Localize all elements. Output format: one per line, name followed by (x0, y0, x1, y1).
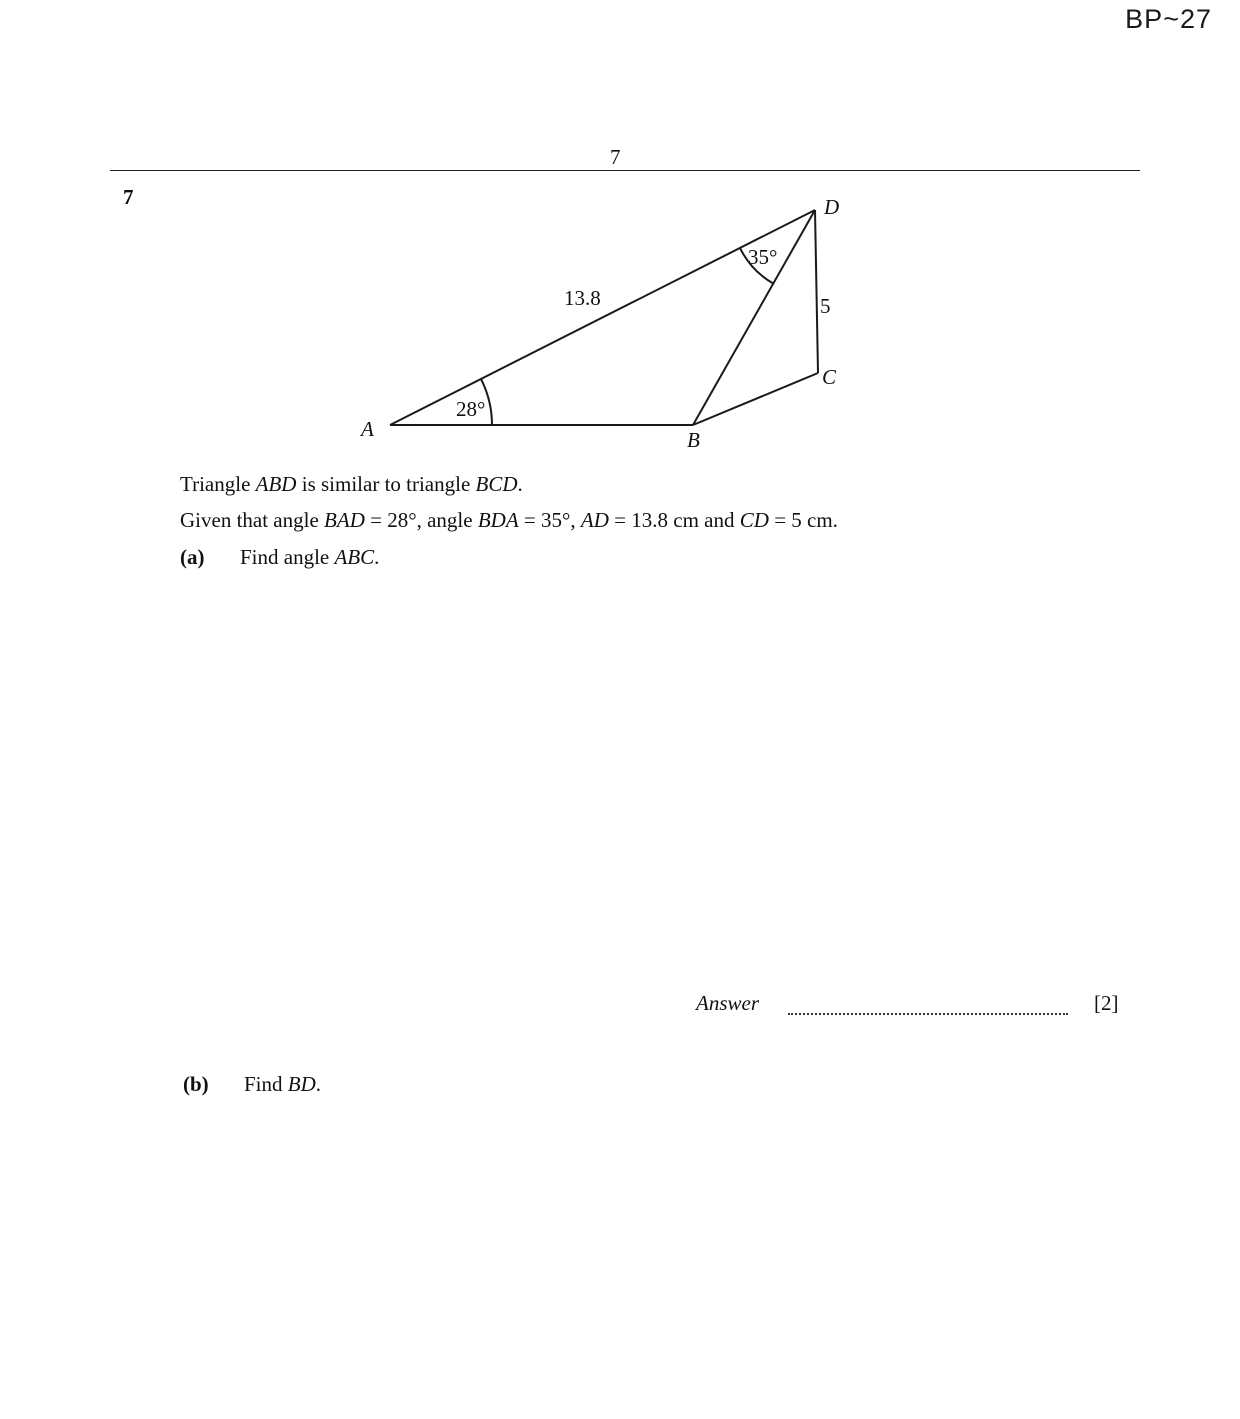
part-a-label: (a) (180, 545, 205, 569)
vertex-label-c: C (822, 365, 837, 389)
side-label-cd: 5 (820, 294, 831, 318)
side-label-ad: 13.8 (564, 286, 601, 310)
side-bc (693, 373, 818, 425)
part-b-question: Find BD. (244, 1072, 322, 1096)
question-number: 7 (123, 185, 134, 209)
triangle-diagram (0, 0, 1240, 480)
statement-given: Given that angle BAD = 28°, angle BDA = 35°, AD = 13.8 cm and CD = 5 cm. (180, 508, 838, 532)
vertex-label-b: B (687, 428, 700, 452)
side-cd (815, 210, 818, 373)
statement-similar: Triangle ABD is similar to triangle BCD. (180, 472, 523, 496)
side-bd (693, 210, 815, 425)
angle-label-bda: 35° (748, 245, 778, 269)
answer-label: Answer (696, 991, 759, 1015)
answer-line[interactable] (788, 999, 1068, 1015)
vertex-label-a: A (361, 417, 374, 441)
part-a-question: Find angle ABC. (240, 545, 380, 569)
vertex-label-d: D (824, 195, 840, 219)
marks-label: [2] (1094, 991, 1119, 1015)
page-number: 7 (610, 145, 621, 169)
page-code: BP~27 (1125, 4, 1212, 34)
side-ad (390, 210, 815, 425)
angle-label-bad: 28° (456, 397, 486, 421)
part-b-label: (b) (183, 1072, 209, 1096)
